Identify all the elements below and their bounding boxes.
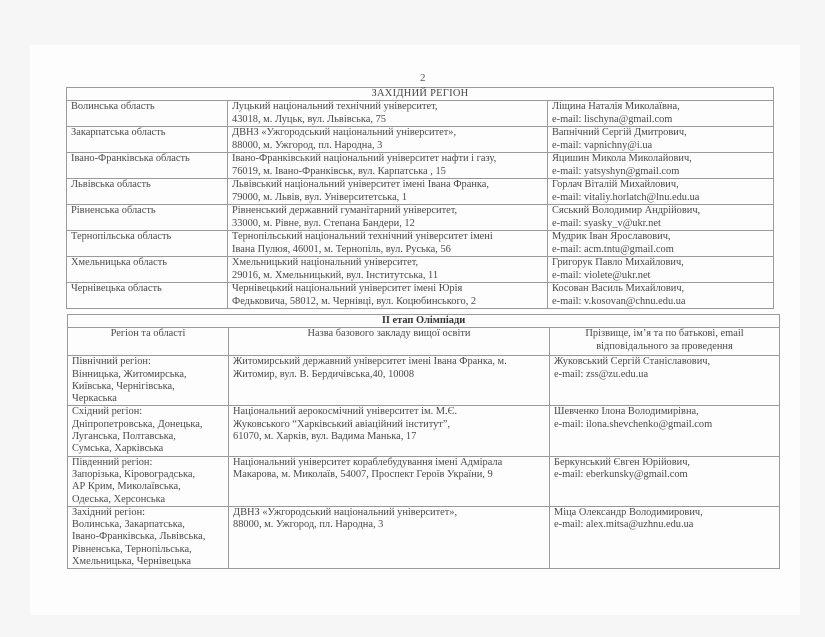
- institution-line: 88000, м. Ужгород, пл. Народна, 3: [233, 519, 384, 531]
- header-responsible: [550, 328, 780, 356]
- table-row: [68, 406, 780, 456]
- contact-cell: [550, 456, 780, 506]
- contact-line: e-mail: acm.tntu@gmail.com: [552, 243, 674, 255]
- contact-cell: [548, 257, 774, 283]
- page-number: 2: [420, 72, 426, 84]
- contact-line: Горлач Віталій Михайлович,: [552, 179, 679, 191]
- table-row: [67, 231, 774, 257]
- university-cell: [228, 153, 548, 179]
- institution-line: Національний університет кораблебудування імені Адмірала: [233, 456, 503, 468]
- university-cell: [228, 127, 548, 153]
- contact-line: Міца Олександр Володимирович,: [554, 506, 703, 518]
- contact-line: Шевченко Ілона Володимирівна,: [554, 406, 699, 418]
- contact-cell: [548, 127, 774, 153]
- table-header-row: [68, 328, 780, 356]
- table-row: [67, 127, 774, 153]
- university-line: 79000, м. Львів, вул. Університетська, 1: [232, 191, 408, 203]
- institution-cell: [229, 506, 550, 568]
- region-line: Луганська, Полтавська,: [72, 431, 176, 443]
- header-responsible-line: Прізвище, ім’я та по батькові, email: [585, 328, 744, 340]
- contact-line: e-mail: lischyna@gmail.com: [552, 113, 673, 125]
- oblast-cell: Рівненська область: [67, 205, 228, 231]
- stage-two-table: [67, 314, 780, 569]
- region-line: Івано-Франківська, Львівська,: [72, 531, 206, 543]
- university-line: 76019, м. Івано-Франківськ, вул. Карпатська , 15: [232, 165, 446, 177]
- table-row: [67, 205, 774, 231]
- contact-line: e-mail: v.kosovan@chnu.edu.ua: [552, 295, 686, 307]
- contact-line: Сяський Володимир Андрійович,: [552, 205, 701, 217]
- institution-cell: [229, 356, 550, 406]
- university-line: Рівненський державний гуманітарний університет,: [232, 205, 458, 217]
- table-title-row: [68, 315, 780, 328]
- contact-line: Ліщина Наталія Миколаївна,: [552, 101, 680, 113]
- contact-cell: [548, 153, 774, 179]
- contact-line: Мудрик Іван Ярославович,: [552, 231, 671, 243]
- oblast-cell: Тернопільська область: [67, 231, 228, 257]
- contact-line: e-mail: eberkunsky@gmail.com: [554, 468, 688, 480]
- university-line: Чернівецький національний університет імені Юрія: [232, 283, 463, 295]
- institution-line: ДВНЗ «Ужгородський національний університет»,: [233, 506, 458, 518]
- header-region: Регіон та області: [68, 328, 229, 356]
- institution-line: Жуковського “Харківський авіаційний інститут”,: [233, 418, 451, 430]
- table-row: [68, 506, 780, 568]
- table-row: [67, 179, 774, 205]
- contact-line: e-mail: vapnichny@i.ua: [552, 139, 653, 151]
- region-line: Запорізька, Кіровоградська,: [72, 468, 196, 480]
- contact-cell: [548, 231, 774, 257]
- university-cell: [228, 179, 548, 205]
- region-line: Київська, Чернігівська,: [72, 380, 175, 392]
- institution-line: Житомирський державний університет імені Івана Франка, м.: [233, 356, 507, 368]
- contact-line: e-mail: yatsyshyn@gmail.com: [552, 165, 680, 177]
- table-row: [67, 257, 774, 283]
- contact-line: e-mail: syasky_v@ukr.net: [552, 217, 661, 229]
- table-row: [68, 456, 780, 506]
- university-line: Федьковича, 58012, м. Чернівці, вул. Коцюбинського, 2: [232, 295, 477, 307]
- contact-line: Косован Василь Михайлович,: [552, 283, 685, 295]
- university-line: ДВНЗ «Ужгородський національний університет»,: [232, 127, 457, 139]
- contact-line: e-mail: ilona.shevchenko@gmail.com: [554, 418, 713, 430]
- region-cell: [68, 356, 229, 406]
- region-line: Рівненська, Тернопільська,: [72, 543, 192, 555]
- contact-line: e-mail: vitaliy.horlatch@lnu.edu.ua: [552, 191, 700, 203]
- region-line: Східний регіон:: [72, 406, 143, 418]
- oblast-cell: Волинська область: [67, 101, 228, 127]
- region-line: Південний регіон:: [72, 456, 153, 468]
- university-line: Луцький національний технічний університет,: [232, 101, 438, 113]
- institution-cell: [229, 456, 550, 506]
- oblast-cell: Хмельницька область: [67, 257, 228, 283]
- contact-line: Григорук Павло Михайлович,: [552, 257, 684, 269]
- university-cell: [228, 231, 548, 257]
- university-line: Івано-Франківський національний університет нафти і газу,: [232, 153, 497, 165]
- contact-cell: [550, 406, 780, 456]
- table-row: [67, 101, 774, 127]
- university-line: Тернопільський національний технічний університет імені: [232, 231, 493, 243]
- university-line: Львівський національний університет імені Івана Франка,: [232, 179, 489, 191]
- contact-cell: [548, 179, 774, 205]
- university-line: 29016, м. Хмельницький, вул. Інститутська, 11: [232, 269, 439, 281]
- oblast-cell: Закарпатська область: [67, 127, 228, 153]
- region-line: Волинська, Закарпатська,: [72, 519, 185, 531]
- header-responsible-line: відповідального за проведення: [596, 340, 733, 352]
- region-line: Дніпропетровська, Донецька,: [72, 418, 203, 430]
- university-line: Хмельницький національний університет,: [232, 257, 419, 269]
- region-line: Північний регіон:: [72, 356, 151, 368]
- region-cell: [68, 406, 229, 456]
- region-line: Західний регіон:: [72, 506, 146, 518]
- university-line: 33000, м. Рівне, вул. Степана Бандери, 12: [232, 217, 415, 229]
- institution-line: Національний аерокосмічний університет ім. М.Є.: [233, 406, 458, 418]
- institution-line: 61070, м. Харків, вул. Вадима Манька, 17: [233, 431, 417, 443]
- institution-line: Макарова, м. Миколаїв, 54007, Проспект Героїв України, 9: [233, 468, 493, 480]
- region-cell: [68, 506, 229, 568]
- university-cell: [228, 283, 548, 309]
- university-cell: [228, 101, 548, 127]
- oblast-cell: Івано-Франківська область: [67, 153, 228, 179]
- university-cell: [228, 257, 548, 283]
- table-row: [68, 356, 780, 406]
- table-row: [67, 153, 774, 179]
- contact-cell: [548, 101, 774, 127]
- region-line: АР Крим, Миколаївська,: [72, 481, 181, 493]
- region-line: Черкаська: [72, 393, 117, 405]
- west-region-table: [66, 87, 774, 309]
- contact-line: e-mail: zss@zu.edu.ua: [554, 368, 649, 380]
- university-line: Івана Пулюя, 46001, м. Тернопіль, вул. Руська, 56: [232, 243, 451, 255]
- contact-line: Беркунський Євген Юрійович,: [554, 456, 691, 468]
- university-line: 88000, м. Ужгород, пл. Народна, 3: [232, 139, 383, 151]
- header-institution: Назва базового закладу вищої освіти: [229, 328, 550, 356]
- contact-line: Вапнічний Сергій Дмитрович,: [552, 127, 687, 139]
- region-line: Сумська, Харківська: [72, 443, 164, 455]
- contact-cell: [550, 506, 780, 568]
- region-line: Одеська, Херсонська: [72, 493, 166, 505]
- contact-line: Яцишин Микола Миколайович,: [552, 153, 692, 165]
- contact-line: e-mail: alex.mitsa@uzhnu.edu.ua: [554, 519, 694, 531]
- contact-cell: [548, 205, 774, 231]
- table-title-row: [67, 88, 774, 101]
- oblast-cell: Львівська область: [67, 179, 228, 205]
- university-cell: [228, 205, 548, 231]
- region-cell: [68, 456, 229, 506]
- university-line: 43018, м. Луцьк, вул. Львівська, 75: [232, 113, 387, 125]
- stage-two-title: ІІ етап Олімпіади: [68, 315, 780, 328]
- contact-line: e-mail: violete@ukr.net: [552, 269, 651, 281]
- institution-line: Житомир, вул. В. Бердичівська,40, 10008: [233, 368, 415, 380]
- oblast-cell: Чернівецька область: [67, 283, 228, 309]
- region-line: Вінницька, Житомирська,: [72, 368, 187, 380]
- contact-cell: [548, 283, 774, 309]
- region-line: Хмельницька, Чернівецька: [72, 556, 191, 568]
- table-row: [67, 283, 774, 309]
- contact-line: Жуковський Сергій Станіславович,: [554, 356, 711, 368]
- west-region-title: ЗАХІДНИЙ РЕГІОН: [67, 88, 774, 101]
- contact-cell: [550, 356, 780, 406]
- institution-cell: [229, 406, 550, 456]
